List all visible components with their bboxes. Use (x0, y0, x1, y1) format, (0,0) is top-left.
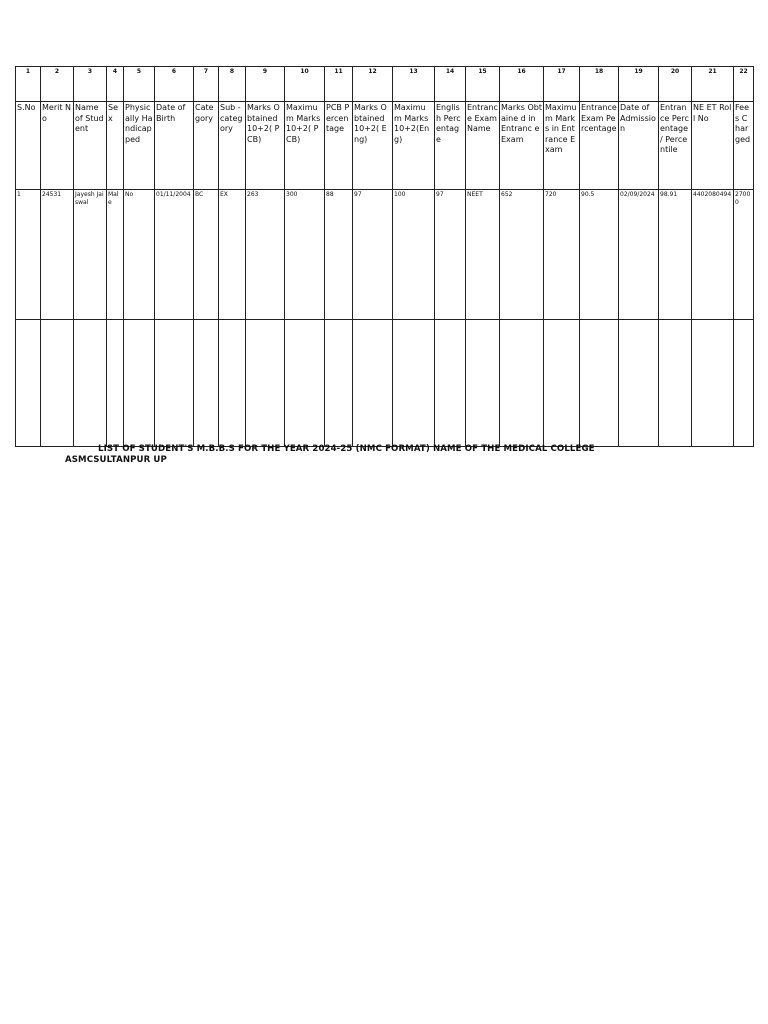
table-row (16, 190, 754, 320)
empty-table-row-cell (580, 320, 619, 447)
table-row-cell: 1 (16, 190, 41, 320)
table-row-cell: 01/11/2004 (155, 190, 194, 320)
table-row-cell: Jayesh Jaiswal (74, 190, 107, 320)
empty-table-row-cell (74, 320, 107, 447)
table-header-row (16, 102, 754, 190)
column-number-row-cell: 16 (500, 67, 544, 102)
empty-table-row-cell (194, 320, 219, 447)
column-number-row-cell: 13 (393, 67, 435, 102)
caption-line-1: LIST OF STUDENT'S M.B.B.S FOR THE YEAR 2024-25 (NMC FORMAT) NAME OF THE MEDICAL COLLEGE (98, 444, 595, 454)
table-header-row-cell: Physically Handicapped (124, 102, 155, 190)
table-row-cell: Male (107, 190, 124, 320)
table-header-row-cell: Sub - category (219, 102, 246, 190)
table-header-row-cell: S.No (16, 102, 41, 190)
table-row-cell: 97 (435, 190, 466, 320)
empty-table-row-cell (692, 320, 734, 447)
table-row-cell: 263 (246, 190, 285, 320)
column-number-row-cell: 9 (246, 67, 285, 102)
table-row-cell: 97 (353, 190, 393, 320)
table-row-cell: 27000 (734, 190, 754, 320)
table-row-cell: 24531 (41, 190, 74, 320)
empty-table-row-cell (435, 320, 466, 447)
column-number-row-cell: 8 (219, 67, 246, 102)
table-header-row-cell: Maximum Marks 10+2(Eng) (393, 102, 435, 190)
table-row-cell: No (124, 190, 155, 320)
empty-table-row-cell (124, 320, 155, 447)
empty-table-row-cell (325, 320, 353, 447)
empty-table-row-cell (500, 320, 544, 447)
table-header-row-cell: PCB Percentage (325, 102, 353, 190)
empty-table-row-cell (466, 320, 500, 447)
column-number-row-cell: 10 (285, 67, 325, 102)
table-header-row-cell: Category (194, 102, 219, 190)
table-header-row-cell: Sex (107, 102, 124, 190)
empty-table-row-cell (107, 320, 124, 447)
table-header-row-cell: Marks Obtaine d in Entranc e Exam (500, 102, 544, 190)
empty-table-row-cell (219, 320, 246, 447)
column-number-row-cell: 4 (107, 67, 124, 102)
table-header-row-cell: Marks Obtained 10+2( Eng) (353, 102, 393, 190)
column-number-row-cell: 15 (466, 67, 500, 102)
table-row-cell: 88 (325, 190, 353, 320)
empty-table-row-cell (285, 320, 325, 447)
caption-line-2: ASMCSULTANPUR UP (65, 455, 167, 465)
empty-table-row-cell (41, 320, 74, 447)
column-number-row-cell: 6 (155, 67, 194, 102)
empty-table-row-cell (619, 320, 659, 447)
table-header-row-cell: Entrance Percentage / Percentile (659, 102, 692, 190)
table-header-row-cell: Merit No (41, 102, 74, 190)
table-row-cell: 652 (500, 190, 544, 320)
column-number-row-cell: 17 (544, 67, 580, 102)
column-number-row-cell: 1 (16, 67, 41, 102)
empty-table-row-cell (734, 320, 754, 447)
table-header-row-cell: Maximum Marks in Entrance Exam (544, 102, 580, 190)
column-number-row-cell: 14 (435, 67, 466, 102)
table-row-cell: 100 (393, 190, 435, 320)
table-row-cell: 02/09/2024 (619, 190, 659, 320)
table-header-row-cell: English Percentag e (435, 102, 466, 190)
table-header-row-cell: Date of Admission (619, 102, 659, 190)
column-number-row-cell: 5 (124, 67, 155, 102)
table-row-cell: EX (219, 190, 246, 320)
table-header-row-cell: NE ET Roll No (692, 102, 734, 190)
table-header-row-cell: Entrance Exam Percentage (580, 102, 619, 190)
column-number-row (16, 67, 754, 102)
column-number-row-cell: 11 (325, 67, 353, 102)
empty-table-row-cell (544, 320, 580, 447)
column-number-row-cell: 19 (619, 67, 659, 102)
document-caption (65, 444, 705, 466)
empty-table-row-cell (246, 320, 285, 447)
column-number-row-cell: 18 (580, 67, 619, 102)
empty-table-row-cell (16, 320, 41, 447)
table-header-row-cell: Marks Obtained 10+2( PCB) (246, 102, 285, 190)
table-header-row-cell: Entrance Exam Name (466, 102, 500, 190)
empty-table-row-cell (659, 320, 692, 447)
table-row-cell: 90.5 (580, 190, 619, 320)
table-row-cell: 4402080494 (692, 190, 734, 320)
column-number-row-cell: 20 (659, 67, 692, 102)
column-number-row-cell: 22 (734, 67, 754, 102)
column-number-row-cell: 2 (41, 67, 74, 102)
table-header-row-cell: Name of Student (74, 102, 107, 190)
empty-table-row-cell (353, 320, 393, 447)
column-number-row-cell: 3 (74, 67, 107, 102)
table-row-cell: 720 (544, 190, 580, 320)
student-list-table (15, 66, 754, 447)
table-row-cell: BC (194, 190, 219, 320)
table-row-cell: 98.91 (659, 190, 692, 320)
table-header-row-cell: Maximum Marks 10+2( PCB) (285, 102, 325, 190)
empty-table-row-cell (155, 320, 194, 447)
table-header-row-cell: Fees Charged (734, 102, 754, 190)
column-number-row-cell: 12 (353, 67, 393, 102)
empty-table-row (16, 320, 754, 447)
table-row-cell: 300 (285, 190, 325, 320)
column-number-row-cell: 21 (692, 67, 734, 102)
table-row-cell: NEET (466, 190, 500, 320)
empty-table-row-cell (393, 320, 435, 447)
table-header-row-cell: Date of Birth (155, 102, 194, 190)
column-number-row-cell: 7 (194, 67, 219, 102)
